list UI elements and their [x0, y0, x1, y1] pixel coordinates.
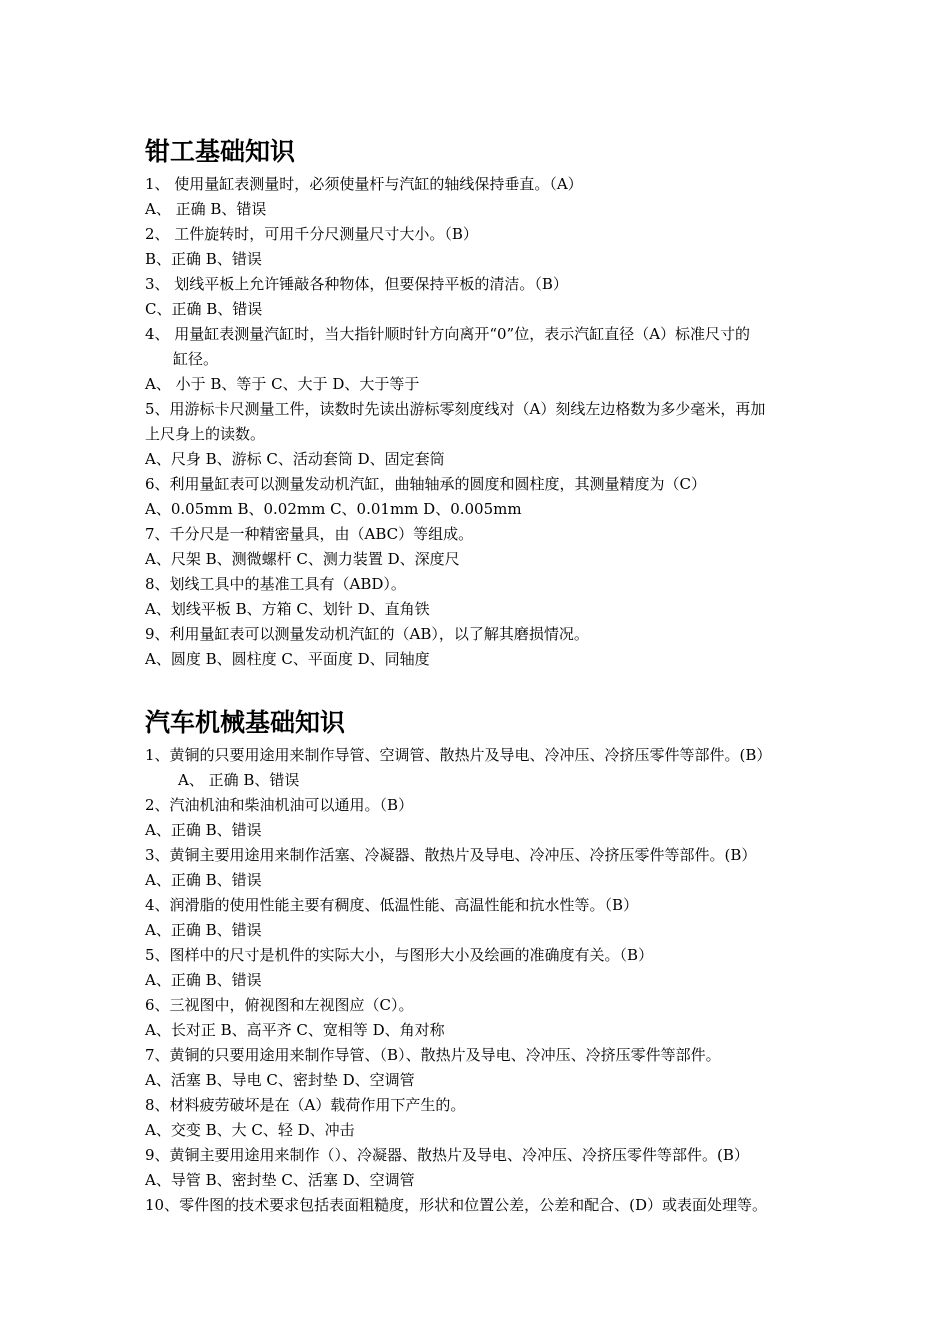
answer-options: A、 小于 B、等于 C、大于 D、大于等于: [145, 375, 420, 393]
answer-options: A、正确 B、错误: [145, 871, 262, 889]
answer-options: A、尺身 B、游标 C、活动套筒 D、固定套筒: [145, 450, 445, 468]
question-text: 4、润滑脂的使用性能主要有稠度、低温性能、高温性能和抗水性等。（B）: [145, 896, 639, 914]
question-text: 7、黄铜的只要用途用来制作导管、（B）、散热片及导电、冷冲压、冷挤压零件等部件。: [145, 1046, 721, 1064]
answer-options: A、圆度 B、圆柱度 C、平面度 D、同轴度: [145, 650, 430, 668]
answer-options: A、长对正 B、高平齐 C、宽相等 D、角对称: [145, 1021, 445, 1039]
question-text: 10、零件图的技术要求包括表面粗糙度，形状和位置公差，公差和配合、(D）或表面处理等。: [145, 1196, 767, 1214]
question-text: 9、黄铜主要用途用来制作（）、冷凝器、散热片及导电、冷冲压、冷挤压零件等部件。(B）: [145, 1146, 749, 1164]
answer-options: A、划线平板 B、方箱 C、划针 D、直角铁: [145, 600, 430, 618]
question-text: 4、 用量缸表测量汽缸时，当大指针顺时针方向离开“0”位，表示汽缸直径（A）标准尺寸的: [145, 325, 751, 343]
section-fitter-basics: [145, 132, 810, 672]
question-text: 8、材料疲劳破坏是在（A）载荷作用下产生的。: [145, 1096, 466, 1114]
question-text: 1、 使用量缸表测量时，必须使量杆与汽缸的轴线保持垂直。（A）: [145, 175, 583, 193]
section-auto-mechanics-basics: [145, 703, 810, 1218]
answer-options: A、正确 B、错误: [145, 821, 262, 839]
question-text: 2、汽油机油和柴油机油可以通用。（B）: [145, 796, 414, 814]
question-text: 5、图样中的尺寸是机件的实际大小，与图形大小及绘画的准确度有关。（B）: [145, 946, 654, 964]
answer-options: A、0.05mm B、0.02mm C、0.01mm D、0.005mm: [145, 500, 522, 518]
section-title: 钳工基础知识: [145, 137, 296, 166]
question-text: 2、 工件旋转时，可用千分尺测量尺寸大小。（B）: [145, 225, 478, 243]
question-text: 3、黄铜主要用途用来制作活塞、冷凝器、散热片及导电、冷冲压、冷挤压零件等部件。(B）: [145, 846, 757, 864]
answer-options: A、尺架 B、测微螺杆 C、测力装置 D、深度尺: [145, 550, 460, 568]
question-text: 9、利用量缸表可以测量发动机汽缸的（AB），以了解其磨损情况。: [145, 625, 589, 643]
question-text: 3、 划线平板上允许锤敲各种物体，但要保持平板的清洁。（B）: [145, 275, 568, 293]
answer-options: A、交变 B、大 C、轻 D、冲击: [145, 1121, 355, 1139]
question-text-continued: 上尺身上的读数。: [145, 425, 266, 443]
question-text: 7、千分尺是一种精密量具，由（ABC）等组成。: [145, 525, 474, 543]
question-list: [145, 172, 810, 672]
question-text: 6、利用量缸表可以测量发动机汽缸，曲轴轴承的圆度和圆柱度，其测量精度为（C）: [145, 475, 707, 493]
section-title: 汽车机械基础知识: [145, 708, 346, 737]
answer-options: A、正确 B、错误: [145, 971, 262, 989]
answer-options: A、 正确 B、错误: [178, 771, 300, 789]
question-list: [145, 743, 810, 1218]
answer-options: C、正确 B、错误: [145, 300, 263, 318]
question-text: 8、划线工具中的基准工具有（ABD）。: [145, 575, 406, 593]
question-text: 6、三视图中，俯视图和左视图应（C）。: [145, 996, 414, 1014]
answer-options: A、正确 B、错误: [145, 921, 262, 939]
question-text-continued: 缸径。: [173, 350, 219, 368]
answer-options: A、导管 B、密封垫 C、活塞 D、空调管: [145, 1171, 415, 1189]
answer-options: A、活塞 B、导电 C、密封垫 D、空调管: [145, 1071, 415, 1089]
answer-options: A、 正确 B、错误: [145, 200, 267, 218]
question-text: 5、用游标卡尺测量工件，读数时先读出游标零刻度线对（A）刻线左边格数为多少毫米，再加: [145, 400, 766, 418]
answer-options: B、正确 B、错误: [145, 250, 262, 268]
question-text: 1、黄铜的只要用途用来制作导管、空调管、散热片及导电、冷冲压、冷挤压零件等部件。(B）: [145, 746, 772, 764]
